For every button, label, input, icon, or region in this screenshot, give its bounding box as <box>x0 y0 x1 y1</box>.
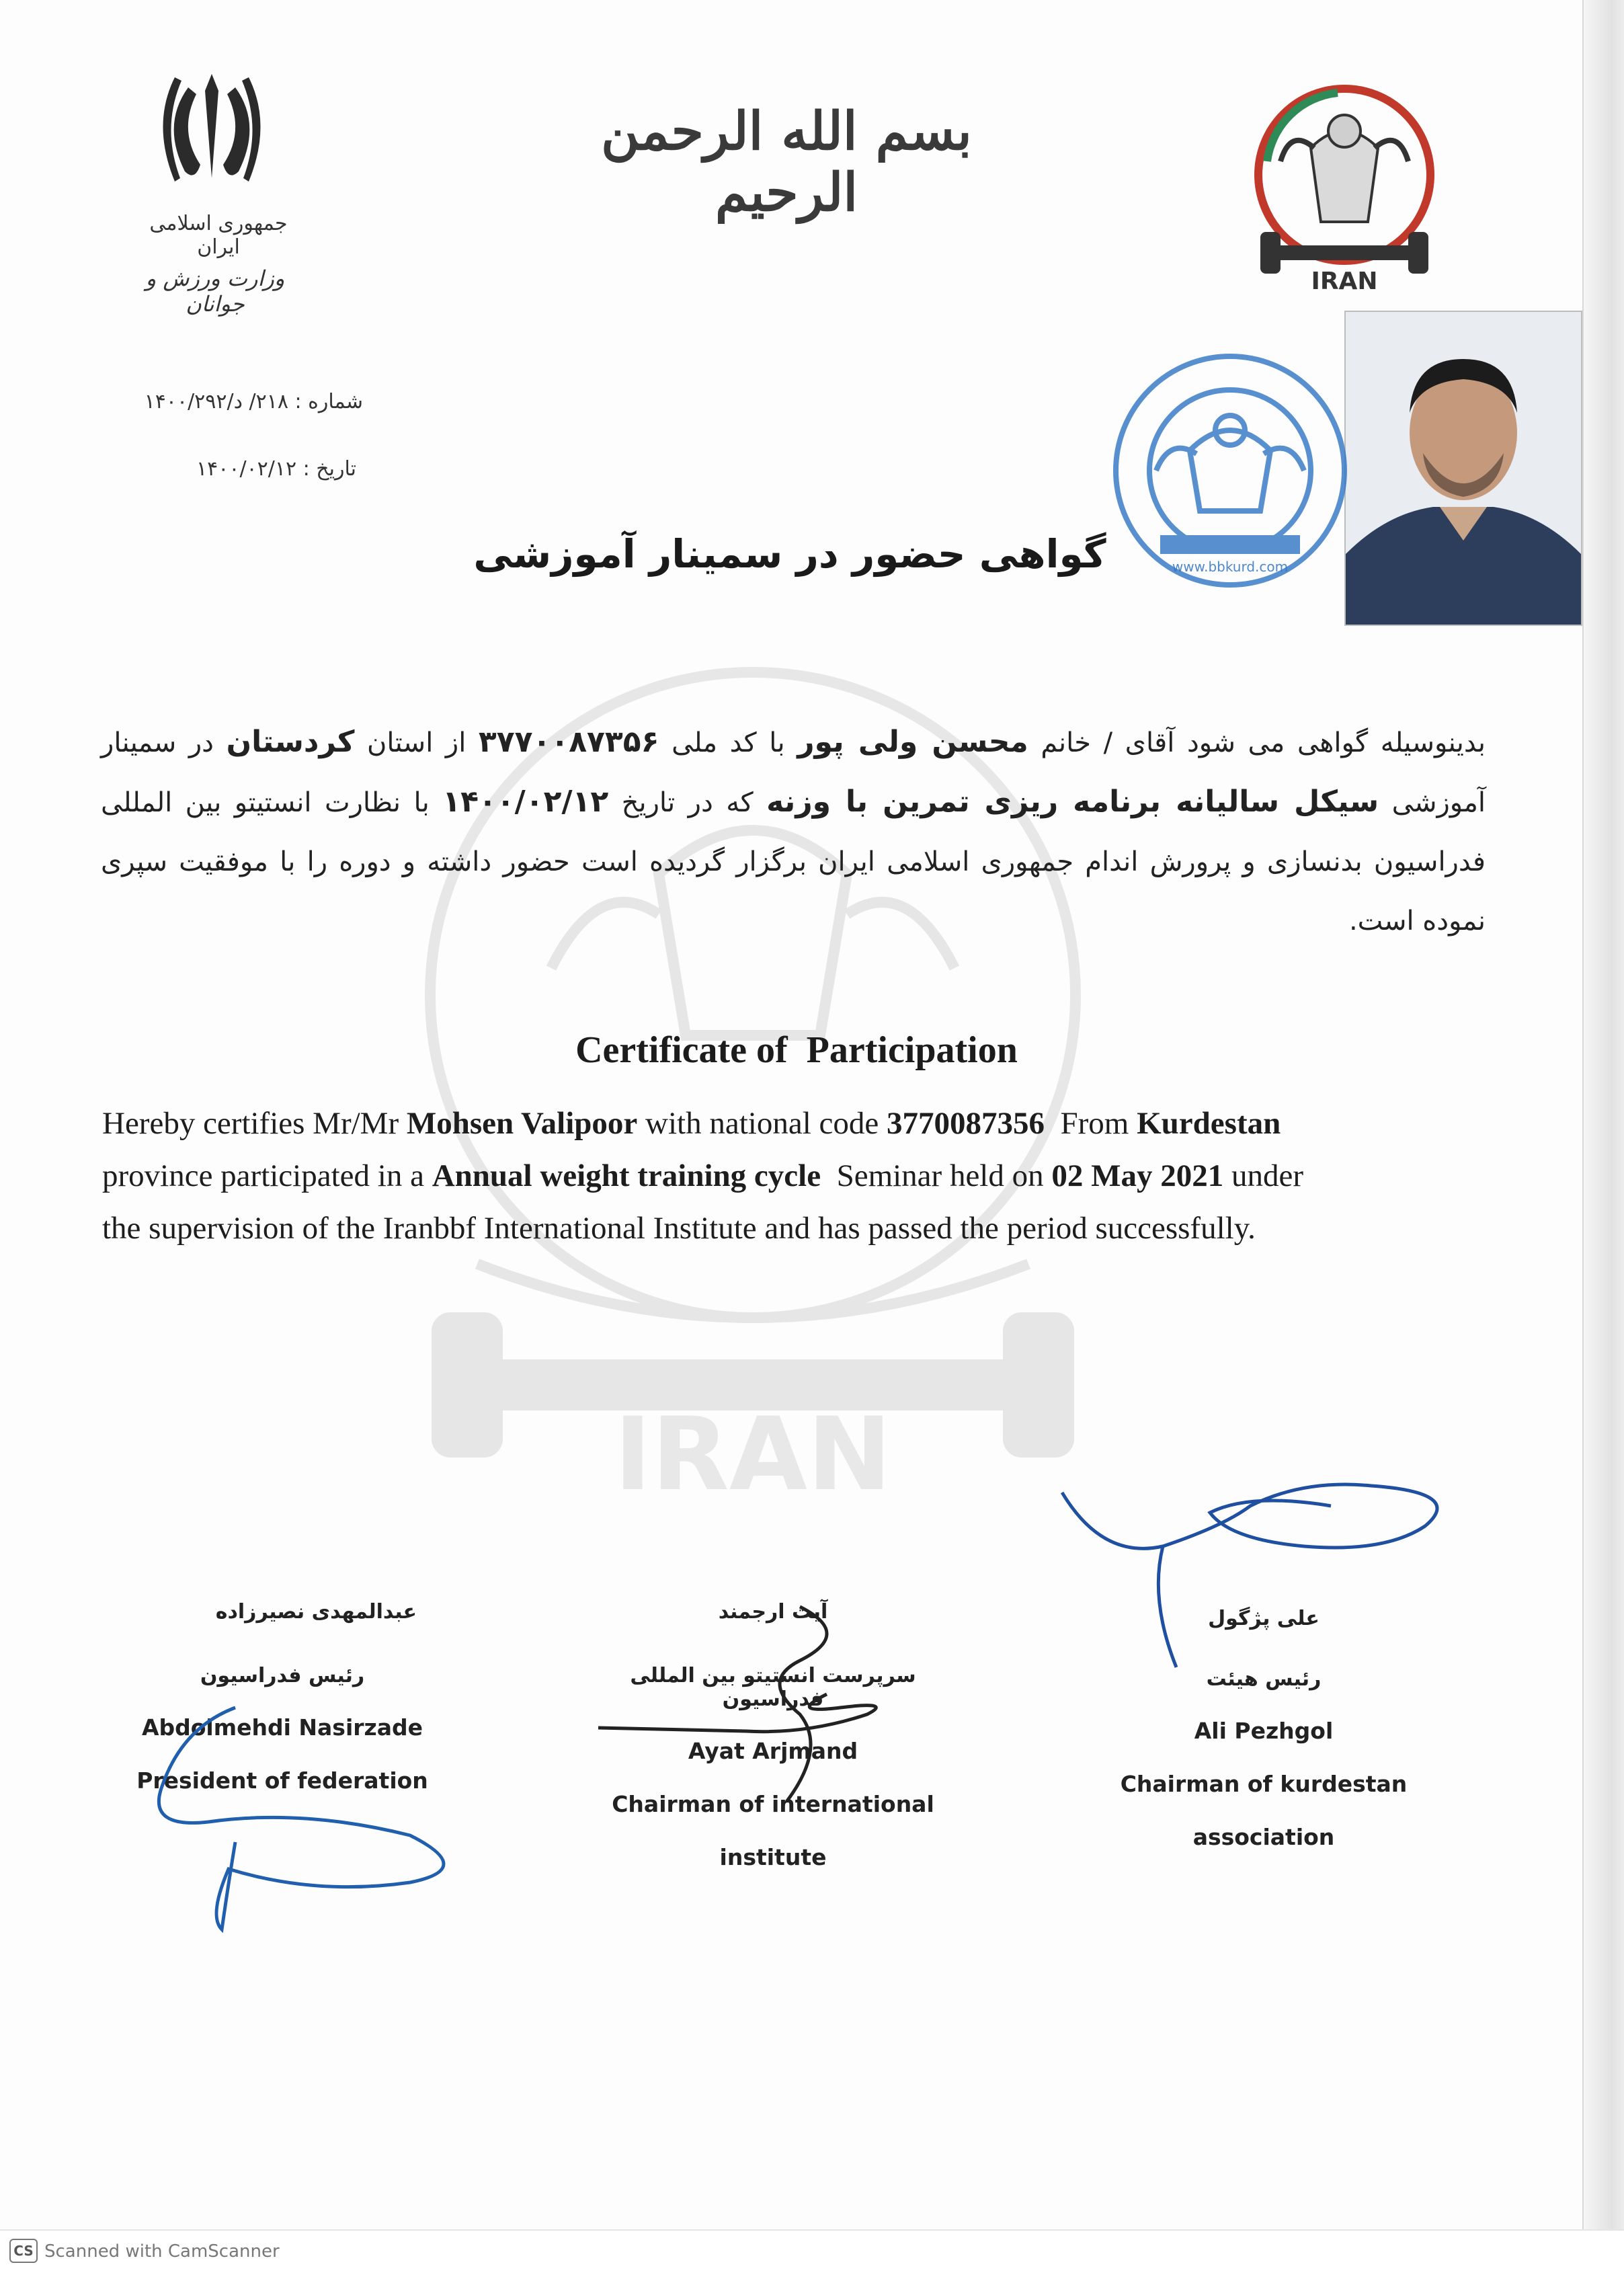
signature-scribble-association <box>1049 1466 1465 1681</box>
iran-emblem-icon <box>148 64 276 192</box>
en-province: Kurdestan <box>1137 1106 1281 1141</box>
fa-text-4: در سمینار آموزشی <box>101 727 1486 818</box>
sig2-en-role2: institute <box>719 1844 827 1870</box>
scan-page-edge <box>1582 0 1624 2232</box>
fa-text-3: از استان <box>367 727 466 758</box>
sig2-fa-role: سرپرست انستیتو بین المللی فدراسیون <box>630 1664 916 1711</box>
en-text-2: with national code <box>637 1106 887 1141</box>
fa-text-6: با نظارت انستیتو بین المللی فدراسیون بدنسازی و پرورش اندام جمهوری اسلامی ایران برگزار گردیده است حضور داشته و دوره را با موفقیت سپری نموده است. <box>101 787 1486 937</box>
en-text-4: province participated in a <box>102 1158 432 1193</box>
fa-date: ۱۴۰۰/۰۲/۱۲ <box>442 785 609 819</box>
portrait-image <box>1346 312 1581 625</box>
fa-national-code: ۳۷۷۰۰۸۷۳۵۶ <box>478 725 659 759</box>
ministry-line1: جمهوری اسلامی ایران <box>149 212 288 259</box>
en-text-5: Seminar held on <box>821 1158 1052 1193</box>
en-code: 3770087356 <box>886 1106 1045 1141</box>
sig3-en-role2: association <box>1192 1824 1335 1850</box>
persian-body <box>101 713 1486 951</box>
camscanner-text: Scanned with CamScanner <box>44 2241 280 2262</box>
sig3-fa-role: رئیس هیئت <box>1206 1667 1322 1691</box>
sig1-en-name: Abdolmehdi Nasirzade <box>141 1714 423 1741</box>
en-text-1: Hereby certifies Mr/Mr <box>102 1106 407 1141</box>
federation-logo-icon <box>1244 67 1445 296</box>
sig2-en-name: Ayat Arjmand <box>688 1738 858 1764</box>
en-date: 02 May 2021 <box>1051 1158 1224 1193</box>
basmala: بسم الله الرحمن الرحیم <box>601 101 972 223</box>
ministry-line2: وزارت ورزش و جوانان <box>145 266 285 317</box>
participant-photo <box>1344 311 1582 626</box>
sig1-en-role: President of federation <box>136 1767 428 1794</box>
kurdistan-stamp-icon <box>1102 336 1358 605</box>
en-text-6: under <box>1223 1158 1304 1193</box>
sig3-en-role1: Chairman of kurdestan <box>1120 1771 1408 1797</box>
en-seminar: Annual weight training cycle <box>432 1158 821 1193</box>
signature-scribble-president <box>128 1667 464 1936</box>
fa-text-2: با کد ملی <box>672 727 785 758</box>
signature-scribble-institute <box>585 1580 961 1829</box>
fa-name: محسن ولی پور <box>797 725 1028 759</box>
document-date: تاریخ : ۱۴۰۰/۰۲/۱۲ <box>196 457 356 481</box>
fa-text-1: بدینوسیله گواهی می شود آقای / خانم <box>1041 727 1486 758</box>
en-name: Mohsen Valipoor <box>406 1106 638 1141</box>
federation-logo-text: IRAN <box>1311 268 1378 295</box>
fa-seminar: سیکل سالیانه برنامه ریزی تمرین با وزنه <box>766 785 1379 819</box>
english-line-2 <box>102 1150 1500 1202</box>
fa-province: کردستان <box>226 725 355 759</box>
watermark-iran-text: IRAN <box>614 1396 892 1506</box>
stamp-url-text: www.bbkurd.com <box>1172 559 1289 575</box>
sig3-fa-name: علی پژگول <box>1208 1607 1320 1630</box>
sig1-fa-name: عبدالمهدی نصیرزاده <box>215 1600 417 1624</box>
persian-title: گواهی حضور در سمینار آموزشی <box>473 531 1106 577</box>
english-line-1 <box>102 1097 1500 1150</box>
camscanner-logo-icon: CS <box>9 2239 38 2263</box>
document-number: شماره : ۲۱۸/ د/۱۴۰۰/۲۹۲ <box>144 390 363 413</box>
sig3-en-name: Ali Pezhgol <box>1194 1718 1334 1744</box>
sig1-fa-role: رئیس فدراسیون <box>200 1664 365 1687</box>
english-body <box>102 1097 1500 1254</box>
en-text-3: From <box>1044 1106 1137 1141</box>
english-line-3: the supervision of the Iranbbf International Institute and has passed the period successfully. <box>102 1211 1256 1246</box>
fa-text-5: که در تاریخ <box>621 787 754 818</box>
sig2-en-role1: Chairman of international <box>612 1791 934 1817</box>
certificate-title: Certificate of Participation <box>575 1029 1018 1071</box>
sig2-fa-name: آیت ارجمند <box>718 1600 828 1624</box>
